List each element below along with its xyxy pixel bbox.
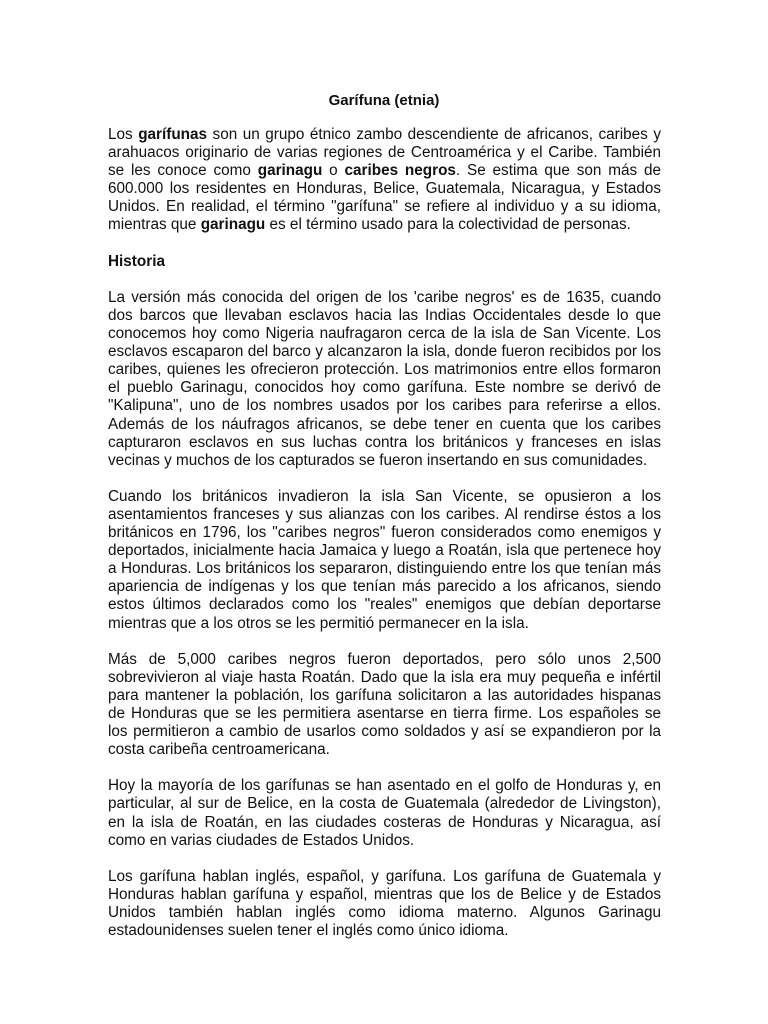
body-paragraph: Más de 5,000 caribes negros fueron deportados, pero sólo unos 2,500 sobrevivieron al viaje hasta Roatán. Dado que la isla era muy pequeña e infértil para mantener la población, los garífuna solicitaron a las autoridades hispanas de Honduras que se les permitiera asentarse en tierra firme. Los españoles se los permitieron a cambio de usarlos como soldados y así se expandieron por la costa caribeña centroamericana. bbox=[108, 650, 661, 759]
intro-text: . Se estima que son más de 600.000 los residentes en Honduras, Belice, Guatemala, Nicaragua, y Estados Unidos. En realidad, el término "garífuna" se refiere al individuo y a su idioma, mientras que bbox=[108, 162, 661, 234]
section-heading-historia: Historia bbox=[108, 252, 165, 270]
body-paragraph: Hoy la mayoría de los garífunas se han asentado en el golfo de Honduras y, en particular, al sur de Belice, en la costa de Guatemala (alrededor de Livingston), en la isla de Roatán, en las ciudades costeras de Honduras y Nicaragua, así como en varias ciudades de Estados Unidos. bbox=[108, 777, 661, 849]
body-paragraph: Los garífuna hablan inglés, español, y garífuna. Los garífuna de Guatemala y Honduras hablan garífuna y español, mientras que los de Belice y de Estados Unidos también hablan inglés como idioma materno. Algunos Garinagu estadounidenses suelen tener el inglés como único idioma. bbox=[108, 867, 661, 940]
body-paragraph: La versión más conocida del origen de los 'caribe negros' es de 1635, cuando dos barcos que llevaban esclavos hacia las Indias Occidentales desde lo que conocemos hoy como Nigeria naufragaron cerca de la isla de San Vicente. Los esclavos escaparon del barco y alcanzaron la isla, donde fueron recibidos por los caribes, quienes les ofrecieron protección. Los matrimonios entre ellos formaron el pueblo Garinagu, conocidos hoy como garífuna. Este nombre se derivó de "Kalipuna", uno de los nombres usados por los caribes para referirse a ellos. Además de los náufragos africanos, se debe tener en cuenta que los caribes capturaron esclavos en sus luchas contra los británicos y franceses en islas vecinas y muchos de los capturados se fueron insertando en sus comunidades. bbox=[108, 288, 661, 469]
intro-text: son un grupo étnico zambo descendiente de africanos, caribes y arahuacos originario de varias regiones de Centroamérica y el Caribe. También se les conoce como bbox=[108, 126, 661, 180]
intro-text: es el término usado para la colectividad de personas. bbox=[265, 216, 631, 234]
intro-term-garinagu: garinagu bbox=[200, 216, 266, 234]
intro-term-garinagu: garinagu bbox=[257, 162, 323, 180]
document-title: Garífuna (etnia) bbox=[328, 92, 440, 109]
intro-term-caribes-negros: caribes negros bbox=[344, 162, 456, 180]
intro-term-garifunas: garífunas bbox=[138, 126, 208, 143]
intro-paragraph bbox=[108, 126, 661, 235]
intro-text: o bbox=[322, 162, 345, 180]
body-paragraph: Cuando los británicos invadieron la isla San Vicente, se opusieron a los asentamientos franceses y sus alianzas con los caribes. Al rendirse éstos a los británicos en 1796, los "caribes negros" fueron considerados como enemigos y deportados, inicialmente hacia Jamaica y luego a Roatán, isla que pertenece hoy a Honduras. Los británicos los separaron, distinguiendo entre los que tenían más apariencia de indígenas y los que tenían más parecido a los africanos, siendo estos últimos declarados como los "reales" enemigos que debían deportarse mientras que a los otros se les permitió permanecer en la isla. bbox=[108, 487, 661, 632]
intro-text: Los bbox=[108, 126, 139, 143]
document-body bbox=[108, 126, 661, 958]
